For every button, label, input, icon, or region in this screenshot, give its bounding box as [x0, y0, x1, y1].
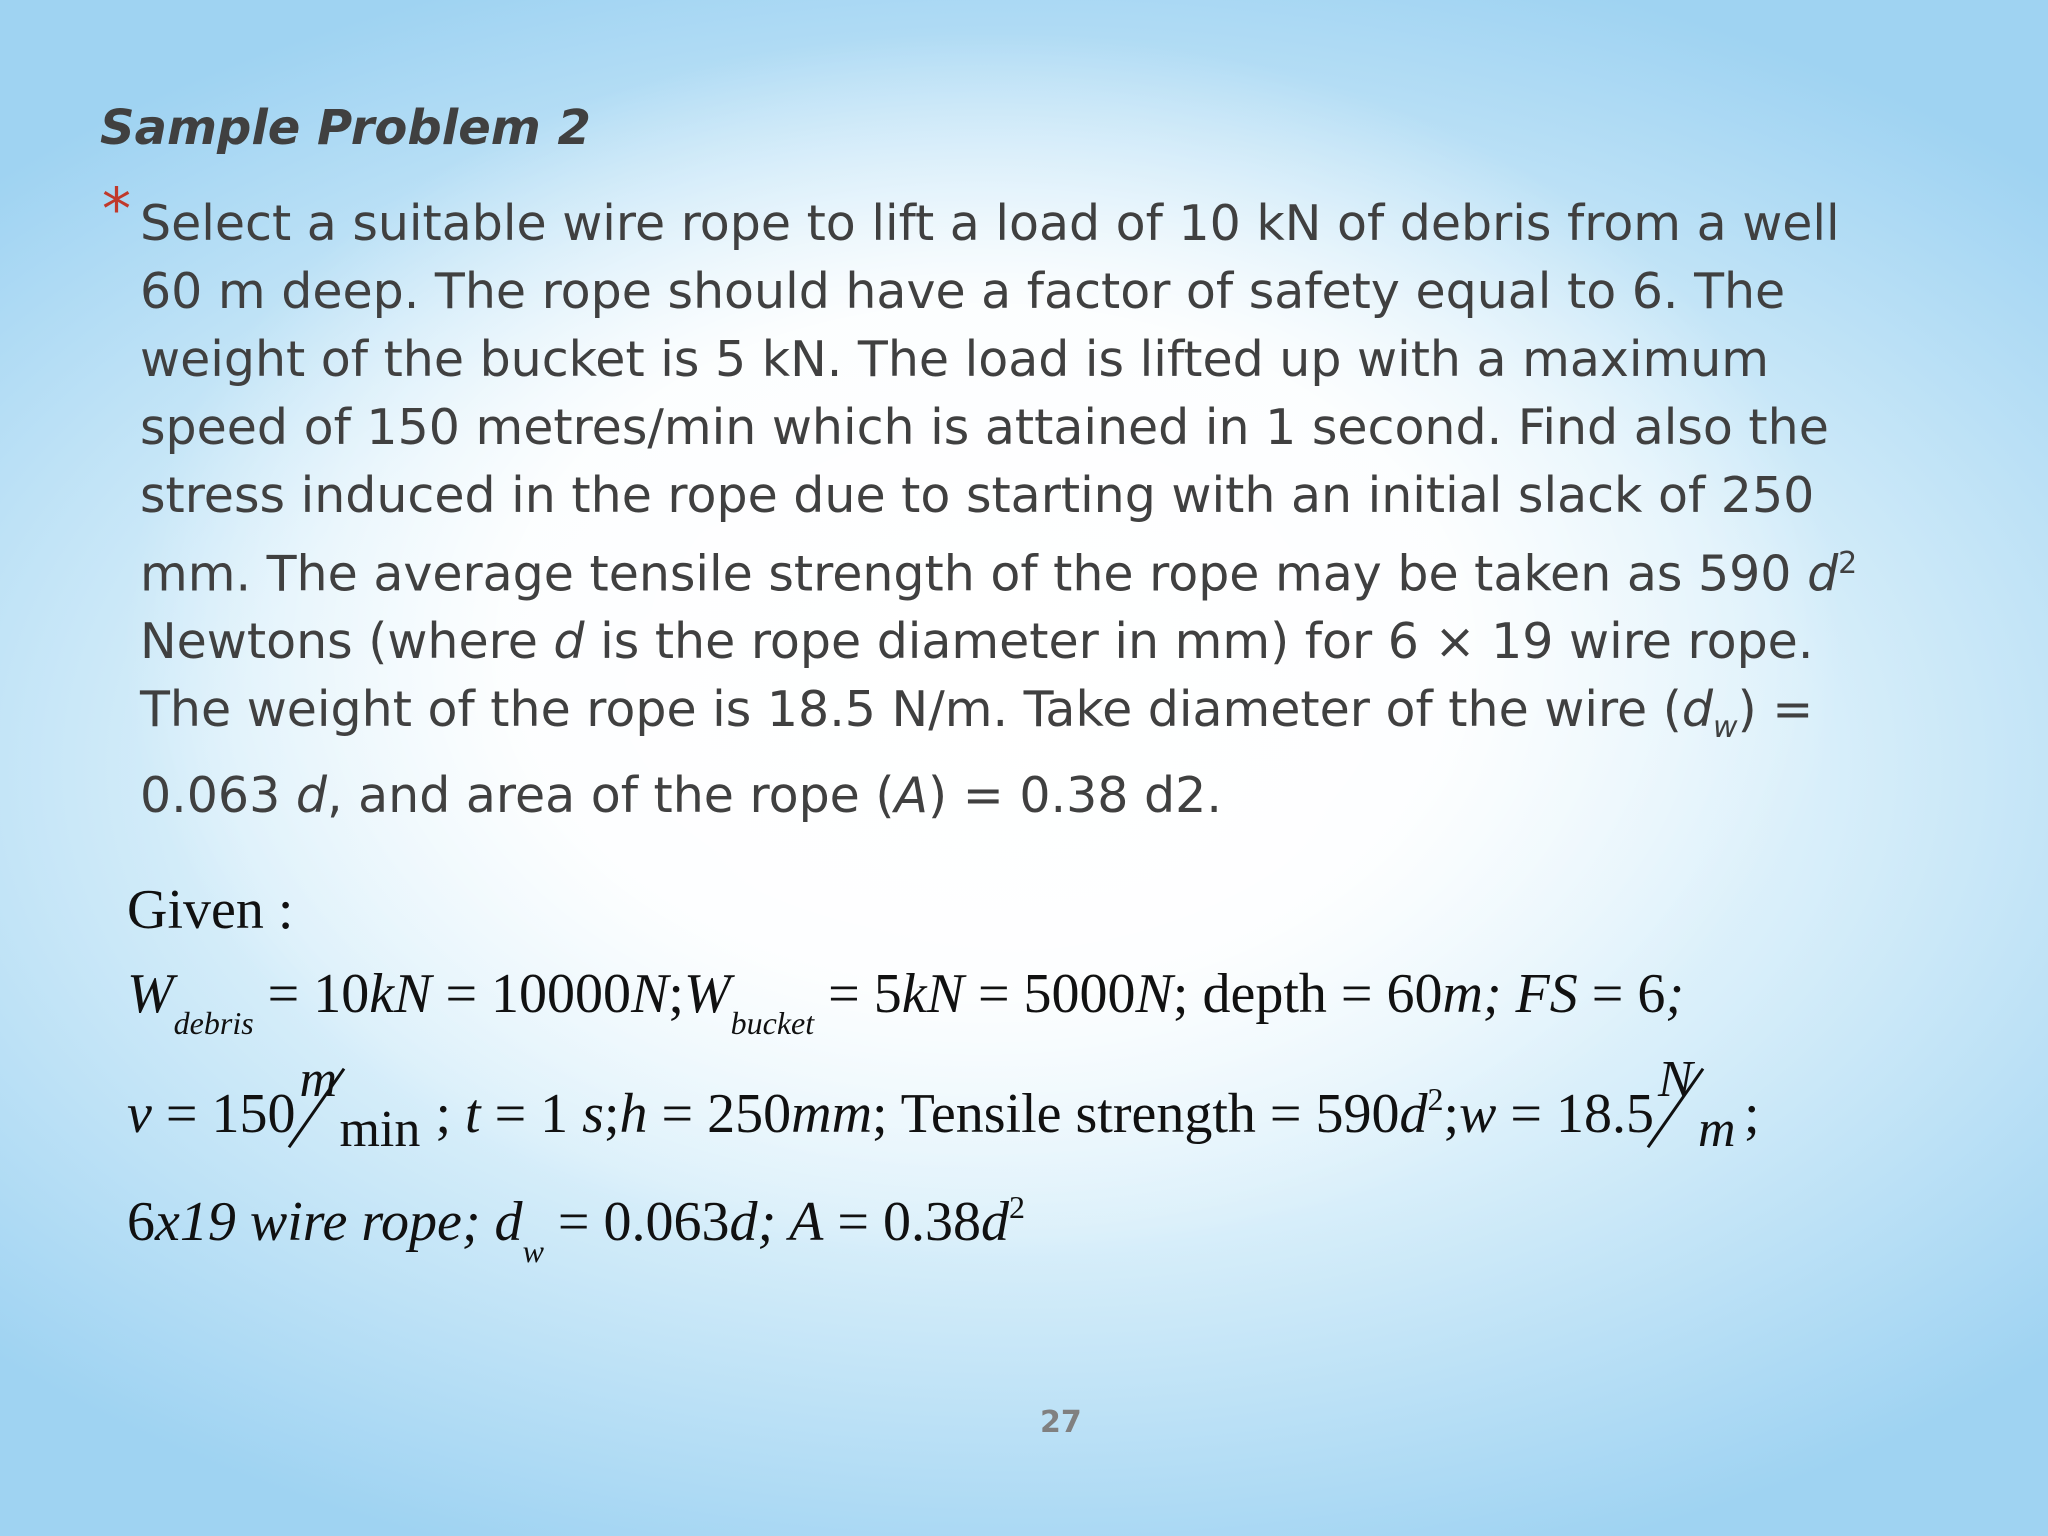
text-run: is the rope diameter in mm) for 6 × 19 wire rope.	[584, 613, 1814, 671]
given-equation-2	[127, 1051, 1760, 1158]
math-superscript: 2	[1008, 1189, 1025, 1225]
math-text: = 10000	[431, 963, 632, 1025]
text-run: , and area of the rope (	[326, 767, 895, 825]
math-symbol: W	[127, 963, 174, 1025]
math-text: ;	[1744, 1083, 1760, 1145]
text-run: d	[1681, 681, 1714, 739]
fraction-m-per-min	[295, 1051, 435, 1158]
problem-line	[140, 530, 1960, 608]
math-text: = 150	[151, 1083, 296, 1145]
math-symbol: kN	[901, 963, 964, 1025]
math-text: ; depth = 60	[1172, 963, 1443, 1025]
math-symbol: w	[1459, 1083, 1497, 1145]
math-text: = 5000	[963, 963, 1136, 1025]
given-equation-3	[127, 1189, 1025, 1269]
math-text: ;	[1665, 963, 1685, 1025]
text-run: ) = 0.38 d2.	[928, 767, 1222, 825]
math-text: ;	[603, 1083, 620, 1145]
math-text: = 0.063	[543, 1191, 730, 1253]
problem-statement	[140, 190, 1960, 830]
math-subscript: debris	[173, 1005, 254, 1041]
problem-line	[140, 676, 1960, 762]
text-run: d	[553, 613, 585, 671]
math-symbol: d	[729, 1191, 758, 1253]
math-symbol: N	[631, 963, 669, 1025]
problem-line	[140, 608, 1960, 676]
problem-line: Select a suitable wire rope to lift a load of 10 kN of debris from a well	[140, 195, 1840, 252]
problem-line: 60 m deep. The rope should have a factor of safety equal to 6. The	[140, 263, 1786, 320]
math-text: ;	[435, 1083, 466, 1145]
problem-line	[140, 762, 1960, 830]
math-text: ;	[757, 1191, 790, 1253]
math-subscript: bucket	[730, 1005, 815, 1041]
math-text: = 10	[253, 963, 370, 1025]
given-equation-1	[127, 962, 1685, 1041]
math-symbol: d	[1399, 1083, 1428, 1145]
math-text: = 6	[1577, 963, 1666, 1025]
problem-line: stress induced in the rope due to starting with an initial slack of 250	[140, 467, 1815, 524]
text-run: 2	[1838, 546, 1858, 581]
math-symbol: x19	[155, 1191, 236, 1253]
text-run: A	[894, 767, 929, 825]
text-run: Newtons (where	[140, 613, 554, 671]
math-text: 6	[127, 1191, 155, 1253]
math-symbol: h	[619, 1083, 648, 1145]
math-text: ;	[1443, 1083, 1460, 1145]
math-superscript: 2	[1427, 1081, 1444, 1117]
math-symbol: kN	[369, 963, 432, 1025]
problem-line: weight of the bucket is 5 kN. The load is lifted up with a maximum	[140, 331, 1770, 388]
math-symbol: N	[1135, 963, 1173, 1025]
math-symbol: m; FS	[1442, 963, 1578, 1025]
text-run: The weight of the rope is 18.5 N/m. Take diameter of the wire (	[140, 681, 1682, 739]
text-run: d	[1807, 545, 1839, 603]
math-text: = 250	[647, 1083, 792, 1145]
math-text: wire rope; d	[235, 1191, 523, 1253]
problem-line: speed of 150 metres/min which is attained in 1 second. Find also the	[140, 399, 1829, 456]
fraction-numerator: N	[1658, 1051, 1693, 1108]
math-symbol: A	[789, 1191, 824, 1253]
text-run: w	[1713, 710, 1738, 746]
math-symbol: s	[582, 1083, 604, 1145]
math-subscript: w	[522, 1233, 544, 1269]
page-number: 27	[1040, 1405, 1082, 1440]
given-label: Given :	[127, 879, 294, 941]
math-text: = 18.5	[1496, 1083, 1654, 1145]
text-run: mm. The average tensile strength of the rope may be taken as 590	[140, 545, 1808, 603]
math-text: ; Tensile strength = 590	[872, 1083, 1400, 1145]
text-run: ) =	[1737, 681, 1814, 739]
math-text: = 0.38	[823, 1191, 981, 1253]
slide-title: Sample Problem 2	[100, 100, 591, 156]
fraction-numerator: m	[299, 1051, 338, 1108]
math-text: = 1	[480, 1083, 583, 1145]
bullet-asterisk: *	[102, 175, 131, 243]
fraction-denominator: m	[1698, 1101, 1736, 1158]
math-symbol: v	[127, 1083, 152, 1145]
text-run: d	[295, 767, 327, 825]
math-symbol: t	[465, 1083, 481, 1145]
math-symbol: d	[980, 1191, 1009, 1253]
fraction-denominator: min	[339, 1101, 421, 1158]
math-text: ;	[668, 963, 684, 1025]
fraction-n-per-m	[1654, 1051, 1744, 1158]
math-symbol: mm	[791, 1083, 873, 1145]
text-run: 0.063	[140, 767, 296, 825]
math-text: = 5	[814, 963, 902, 1025]
math-symbol: W	[683, 963, 731, 1025]
